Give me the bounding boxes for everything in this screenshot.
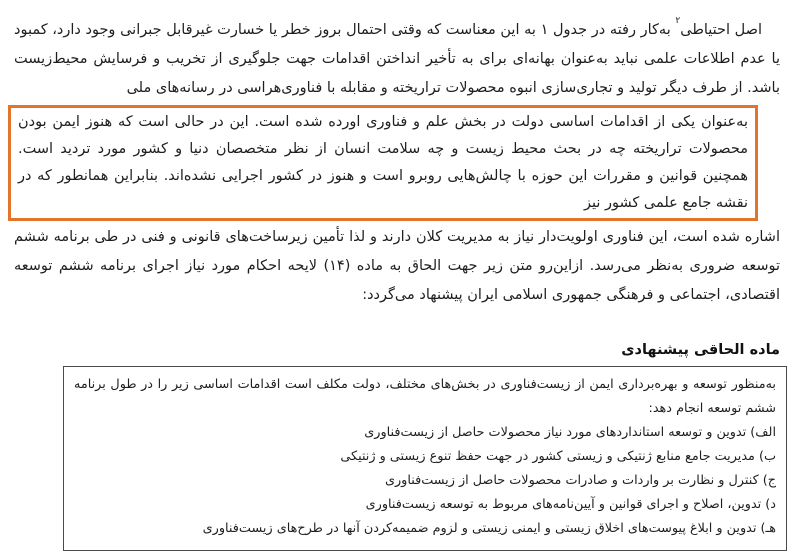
article-item-jim: ج) کنترل و نظارت بر واردات و صادرات محصولات حاصل از زیست‌فناوری: [384, 473, 776, 488]
paragraph-end: اشاره شده است، این فناوری اولویت‌دار نیاز به مدیریت کلان دارند و لذا تأمین زیرساخت‌های قانونی و فنی در طی برنامه ششم توسعه ضروری به‌نظر می‌رسد. ازاین‌رو متن زیر جهت الحاق به ماده (۱۴) لایحه احکام مورد نیاز اجرای برنامه ششم توسعه اقتصادی، اجتماعی و فرهنگی جمهوری اسلامی ایران پیشنهاد می‌گردد:: [14, 229, 781, 303]
proposed-article-box: [63, 366, 787, 551]
paragraph-start-rest: به‌کار رفته در جدول ۱ به این معناست که وقتی احتمال بروز خطر یا خسارت غیرقابل جبرانی وجود دارد، کمبود یا عدم اطلاعات علمی نباید به‌عنوان بهانه‌ای برای به تأخیر انداختن اقدامات جهت جلوگیری از تخریب و فرسایش محیط‌زیست باشد. از طرف دیگر تولید و تجاری‌سازی انبوه محصولات تراریخته و مقابله با فناوری‌هراسی در رسانه‌های ملی: [14, 22, 780, 96]
proposed-article-intro: به‌منظور توسعه و بهره‌برداری ایمن از زیست‌فناوری در بخش‌های مختلف، دولت مکلف است اقدامات اساسی زیر را در طول برنامه ششم توسعه انجام دهد:: [74, 377, 776, 416]
highlighted-text: به‌عنوان یکی از اقدامات اساسی دولت در بخش علم و فناوری اورده شده است. این در حالی است که هنوز ایمن بودن محصولات تراریخته چه در بحث محیط زیست و چه سلامت انسان از نظر متخصصان دنیا و کشور مورد تردید است. همچنین قوانین و مقررات این حوزه با چالش‌هایی روبرو است و هنوز در کشور اجرایی نشده‌اند. بنابراین همانطور که در نقشه جامع علمی کشور نیز: [18, 114, 748, 211]
article-item-he: هـ) تدوین و ابلاغ پیوست‌های اخلاق زیستی و ایمنی زیستی و لزوم ضمیمه‌کردن آنها در طرح‌های زیست‌فناوری: [202, 521, 776, 536]
paragraph-start: [14, 16, 780, 103]
article-item-dal: د) تدوین، اصلاح و اجرای قوانین و آیین‌نامه‌های مربوط به توسعه زیست‌فناوری: [365, 497, 776, 512]
proposed-article-heading: ماده الحاقی پیشنهادی: [621, 342, 780, 358]
footnote-reference: ۲: [675, 16, 681, 27]
paragraph-start-text: اصل احتیاطی: [680, 22, 762, 38]
article-item-alef: الف) تدوین و توسعه استانداردهای مورد نیاز محصولات حاصل از زیست‌فناوری: [364, 425, 776, 440]
highlight-annotation-box: [8, 105, 758, 221]
article-item-be: ب) مدیریت جامع منابع ژنتیکی و زیستی کشور در جهت حفظ تنوع زیستی و ژنتیکی: [340, 449, 776, 464]
